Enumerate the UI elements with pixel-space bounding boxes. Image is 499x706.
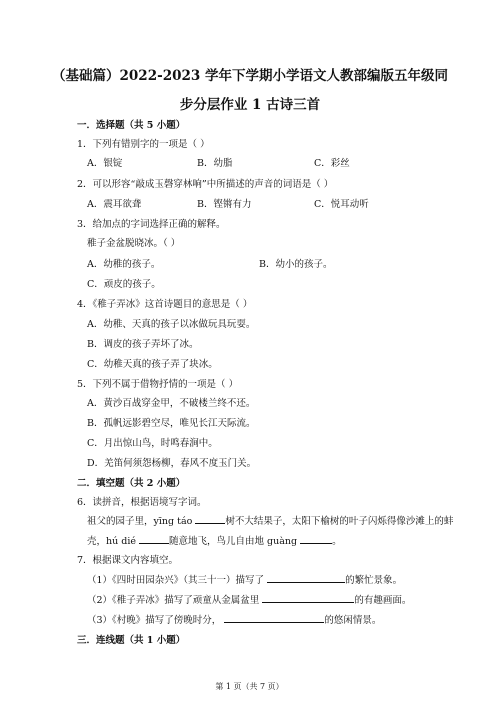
answer-blank[interactable] xyxy=(139,534,169,544)
document-title-line2: 步分层作业 1 古诗三首 xyxy=(179,97,321,113)
question-5-option-a: A．黄沙百战穿金甲，不破楼兰终不还。 xyxy=(87,398,256,409)
question-2-option-b: B．铿锵有力 xyxy=(197,199,252,210)
section-heading-fill: 二．填空题（共 2 小题） xyxy=(77,478,186,489)
question-3-option-a: A．幼稚的孩子。 xyxy=(87,259,161,270)
question-4-option-c: C．幼稚天真的孩子弄了块冰。 xyxy=(87,359,218,370)
question-4-option-b: B．调皮的孩子弄坏了冰。 xyxy=(87,339,199,350)
question-3-option-c: C．顽皮的孩子。 xyxy=(87,279,161,290)
question-5-stem: 5．下列不属于借物抒情的一项是（ ） xyxy=(77,379,239,390)
question-5-option-d: D．羌笛何须怨杨柳，春风不度玉门关。 xyxy=(87,458,257,469)
page-footer: 第 1 页（共 7 页） xyxy=(215,682,284,691)
question-3-option-b: B．幼小的孩子。 xyxy=(259,259,333,270)
question-6-stem: 6．读拼音，根据语境写字词。 xyxy=(77,497,207,508)
question-3-subline: 稚子金盆脱晓冰。（ ） xyxy=(87,238,181,249)
question-1-option-b: B．幼脂 xyxy=(197,158,233,169)
question-6-line2: 壳，hú dié 随意地飞，鸟儿自由地 guàng 。 xyxy=(87,536,342,547)
section-heading-matching: 三．连线题（共 1 小题） xyxy=(77,635,186,646)
question-5-option-c: C．月出惊山鸟，时鸣春涧中。 xyxy=(87,438,218,449)
question-7-part2: （2）《稚子弄冰》描写了顽童从金属盆里 的有趣画面。 xyxy=(87,595,412,606)
question-4-option-a: A．幼稚、天真的孩子以冰做玩具玩耍。 xyxy=(87,319,256,330)
question-2-stem: 2．可以形容“敲成玉磬穿林响”中所描述的声音的词语是（ ） xyxy=(77,179,334,190)
answer-blank[interactable] xyxy=(267,573,345,583)
section-heading-choice: 一．选择题（共 5 小题） xyxy=(77,120,186,131)
question-5-option-b: B．孤帆远影碧空尽，唯见长江天际流。 xyxy=(87,418,256,429)
answer-blank[interactable] xyxy=(300,534,332,544)
answer-blank[interactable] xyxy=(224,613,324,623)
question-6-line1: 祖父的园子里，yīng táo 树不大结果子，太阳下榆树的叶子闪烁得像沙滩上的蚌 xyxy=(87,516,454,527)
answer-blank[interactable] xyxy=(195,514,225,524)
question-1-stem: 1．下列有错别字的一项是（ ） xyxy=(77,139,210,150)
document-title-line1: （基础篇）2022-2023 学年下学期小学语文人教部编版五年级同 xyxy=(52,68,448,84)
answer-blank[interactable] xyxy=(262,593,354,603)
question-7-stem: 7．根据课文内容填空。 xyxy=(77,555,179,566)
question-1-option-a: A．银锭 xyxy=(87,158,123,169)
question-1-option-c: C．彩丝 xyxy=(314,158,350,169)
question-7-part1: （1）《四时田园杂兴》（其三十一）描写了 的繁忙景象。 xyxy=(87,575,403,586)
question-2-option-a: A．震耳欲聋 xyxy=(87,199,142,210)
question-4-stem: 4．《稚子弄冰》这首诗题目的意思是（ ） xyxy=(77,299,253,310)
question-2-option-c: C．悦耳动听 xyxy=(314,199,369,210)
question-7-part3: （3）《村晚》描写了傍晚时分， 的悠闲情景。 xyxy=(87,615,382,626)
question-3-stem: 3．给加点的字词选择正确的解释。 xyxy=(77,219,226,230)
